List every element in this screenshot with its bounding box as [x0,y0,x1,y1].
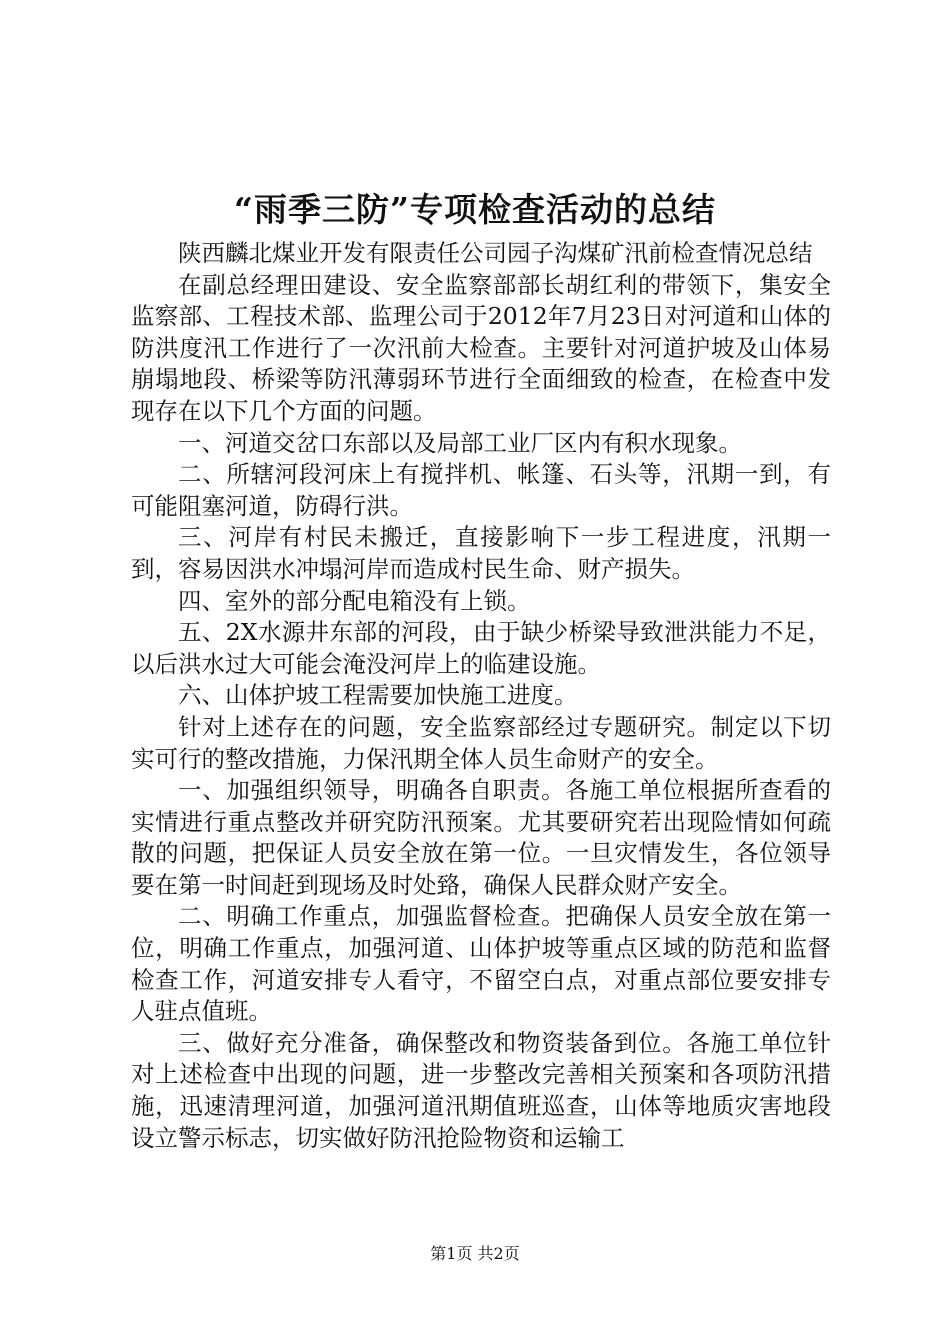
paragraph: 二、所辖河段河床上有搅拌机、帐篷、石头等，汛期一到，有可能阻塞河道，防碍行洪。 [131,460,831,520]
page-number-footer: 第1页 共2页 [430,1244,520,1263]
paragraph: 一、加强组织领导，明确各自职责。各施工单位根据所查看的实情进行重点整改并研究防汛预案。尤其要研究若出现险情如何疏散的问题，把保证人员安全放在第一位。一旦灾情发生，各位领导要在第一时间赶到现场及时处臵，确保人民群众财产安全。 [131,776,831,899]
paragraph: 六、山体护坡工程需要加快施工进度。 [178,681,578,710]
paragraph: 一、河道交岔口东部以及局部工业厂区内有积水现象。 [178,428,742,457]
document-body [131,238,831,1154]
paragraph: 四、室外的部分配电箱没有上锁。 [178,586,531,615]
paragraph: 三、做好充分准备，确保整改和物资装备到位。各施工单位针对上述检查中出现的问题，进一步整改完善相关预案和各项防汛措施，迅速清理河道，加强河道汛期值班巡查，山体等地质灾害地段设立警示标志，切实做好防汛抢险物资和运输工 [131,1028,831,1152]
paragraph: 五、2X水源井东部的河段，由于缺少桥梁导致泄洪能力不足，以后洪水过大可能会淹没河岸上的临建设施。 [131,618,831,678]
paragraph: 针对上述存在的问题，安全监察部经过专题研究。制定以下切实可行的整改措施，力保汛期全体人员生命财产的安全。 [131,712,831,773]
paragraph: 三、河岸有村民未搬迁，直接影响下一步工程进度，汛期一到，容易因洪水冲塌河岸而造成村民生命、财产损失。 [131,523,831,583]
document-title: “雨季三防”专项检查活动的总结 [234,190,716,229]
paragraph: 陕西麟北煤业开发有限责任公司园子沟煤矿汛前检查情况总结 [178,239,813,267]
paragraph: 二、明确工作重点，加强监督检查。把确保人员安全放在第一位，明确工作重点，加强河道、山体护坡等重点区域的防范和监督检查工作，河道安排专人看守，不留空白点，对重点部位要安排专人驻点值班。 [131,902,831,1026]
paragraph: 在副总经理田建设、安全监察部部长胡红利的带领下，集安全监察部、工程技术部、监理公司于2012年7月23日对河道和山体的防洪度汛工作进行了一次汛前大检查。主要针对河道护坡及山体易崩塌地段、桥梁等防汛薄弱环节进行全面细致的检查，在检查中发现存在以下几个方面的问题。 [131,270,831,425]
